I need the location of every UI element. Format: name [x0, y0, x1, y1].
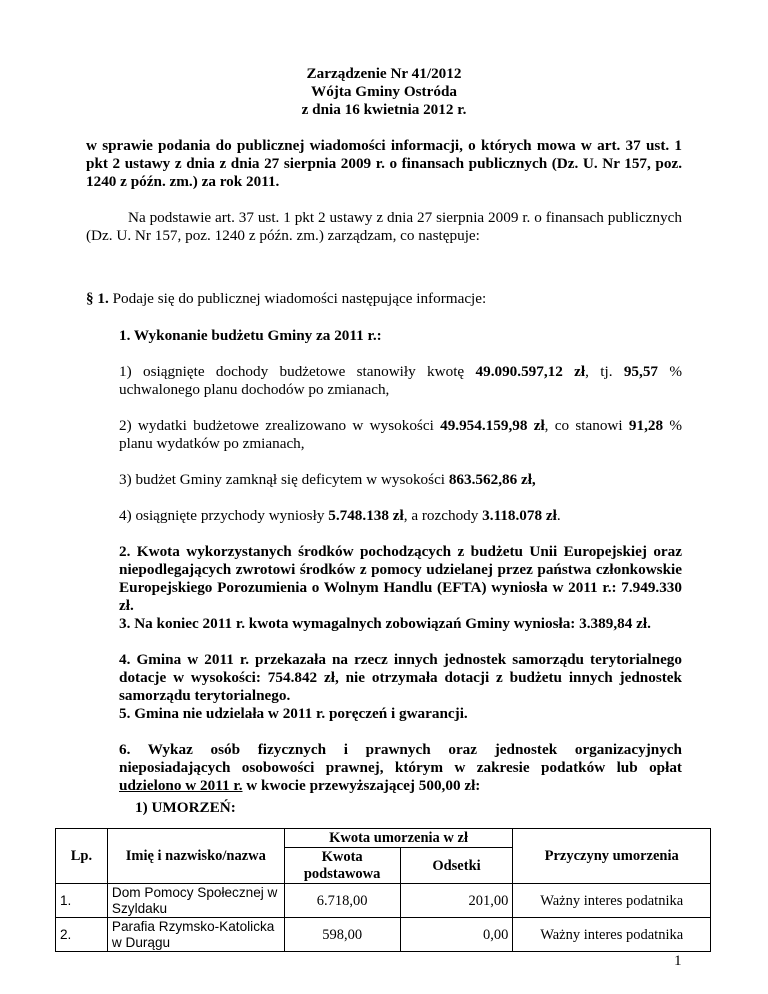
title-line-3: z dnia 16 kwietnia 2012 r.: [301, 101, 467, 118]
deficit-amount: 863.562,86 zł,: [448, 471, 536, 488]
item-1-point-2-text-3: % planu wydatków po zmianach,: [119, 417, 682, 452]
header-reason: Przyczyny umorzenia: [513, 829, 711, 884]
row-name: Dom Pomocy Społecznej w Szyldaku: [107, 884, 284, 918]
item-1-title: 1. Wykonanie budżetu Gminy za 2011 r.:: [119, 327, 382, 344]
item-6-text: 6. Wykaz osób fizycznych i prawnych oraz jednostek organizacyjnych nieposiadających osobowości prawnej, którym w zakresie podatków lub opłat: [119, 741, 682, 776]
row-base: 598,00: [284, 918, 400, 952]
income-percent: 95,57: [623, 363, 658, 380]
table-row: [56, 884, 711, 918]
header-interest: Odsetki: [400, 848, 513, 884]
header-amount-group: Kwota umorzenia w zł: [284, 829, 513, 848]
expenditure-amount: 49.954.159,98 zł: [440, 417, 545, 434]
section-1-text: Podaje się do publicznej wiadomości następujące informacje:: [112, 290, 487, 307]
sub-1-heading: 1) UMORZEŃ:: [135, 799, 236, 816]
document-subject: w sprawie podania do publicznej wiadomości informacji, o których mowa w art. 37 ust. 1 pkt 2 ustawy z dnia z dnia 27 sierpnia 2009 r. o finansach publicznych (Dz. U. Nr 157, poz. 1240 z późn. zm.) za rok 2011.: [86, 137, 682, 190]
preamble: [86, 209, 682, 245]
title-line-1: Zarządzenie Nr 41/2012: [306, 65, 462, 82]
table-row: [56, 918, 711, 952]
row-interest: 0,00: [400, 918, 513, 952]
item-6: [119, 741, 682, 795]
row-lp: 2.: [56, 918, 108, 952]
page-number: 1: [674, 952, 682, 969]
item-2: 2. Kwota wykorzystanych środków pochodzących z budżetu Unii Europejskiej oraz niepodlegających zwrotowi środków z pomocy udzielanej przez państwa członkowskie Europejskiego Porozumienia o Wolnym Handlu (EFTA) wyniosła w 2011 r.: 7.949.330 zł.: [119, 543, 682, 614]
preamble-text: Na podstawie art. 37 ust. 1 pkt 2 ustawy z dnia 27 sierpnia 2009 r. o finansach publicznych (Dz. U. Nr 157, poz. 1240 z późn. zm.) zarządzam, co następuje:: [86, 209, 682, 244]
item-5: 5. Gmina nie udzielała w 2011 r. poręczeń i gwarancji.: [119, 705, 468, 722]
income-amount: 49.090.597,12 zł: [475, 363, 586, 380]
expenditure-percent: 91,28: [628, 417, 664, 434]
item-1-point-2-text: 2) wydatki budżetowe zrealizowano w wysokości: [119, 417, 441, 434]
item-1-point-3: [119, 471, 682, 489]
remissions-table: [55, 828, 711, 952]
title-line-2: Wójta Gminy Ostróda: [311, 83, 457, 100]
item-1-point-1: [119, 363, 682, 399]
item-1-point-4-text-3: .: [556, 507, 561, 524]
item-6-text-2: w kwocie przewyższającej 500,00 zł:: [242, 777, 481, 794]
item-1-point-1-text: 1) osiągnięte dochody budżetowe stanowiły kwotę: [119, 363, 476, 380]
item-1-point-2: [119, 417, 682, 453]
item-1-point-2-text-2: , co stanowi: [544, 417, 629, 434]
row-reason: Ważny interes podatnika: [513, 918, 711, 952]
item-1-point-4: [119, 507, 682, 525]
row-lp: 1.: [56, 884, 108, 918]
row-base: 6.718,00: [284, 884, 400, 918]
item-6-underlined: udzielono w 2011 r.: [119, 777, 243, 794]
item-1-point-1-text-2: , tj.: [585, 363, 624, 380]
revenue-amount: 5.748.138 zł: [328, 507, 404, 524]
item-1-point-3-text: 3) budżet Gminy zamknął się deficytem w wysokości: [119, 471, 449, 488]
row-reason: Ważny interes podatnika: [513, 884, 711, 918]
section-1-label: § 1.: [86, 290, 109, 307]
row-name: Parafia Rzymsko-Katolicka w Durągu: [107, 918, 284, 952]
item-1-point-4-text-2: , a rozchody: [403, 507, 483, 524]
header-lp: Lp.: [56, 829, 108, 884]
item-1-point-4-text: 4) osiągnięte przychody wyniosły: [119, 507, 329, 524]
header-base: Kwota podstawowa: [284, 848, 400, 884]
item-4: 4. Gmina w 2011 r. przekazała na rzecz innych jednostek samorządu terytorialnego dotacje w wysokości: 754.842 zł, nie otrzymała dotacji z budżetu innych jednostek samorządu terytorialnego.: [119, 651, 682, 704]
item-1-point-1-text-3: % uchwalonego planu dochodów po zmianach,: [119, 363, 682, 398]
row-interest: 201,00: [400, 884, 513, 918]
item-3: 3. Na koniec 2011 r. kwota wymagalnych zobowiązań Gminy wyniosła: 3.389,84 zł.: [119, 615, 651, 632]
header-name: Imię i nazwisko/nazwa: [107, 829, 284, 884]
section-1: [86, 290, 682, 308]
outflow-amount: 3.118.078 zł: [482, 507, 557, 524]
